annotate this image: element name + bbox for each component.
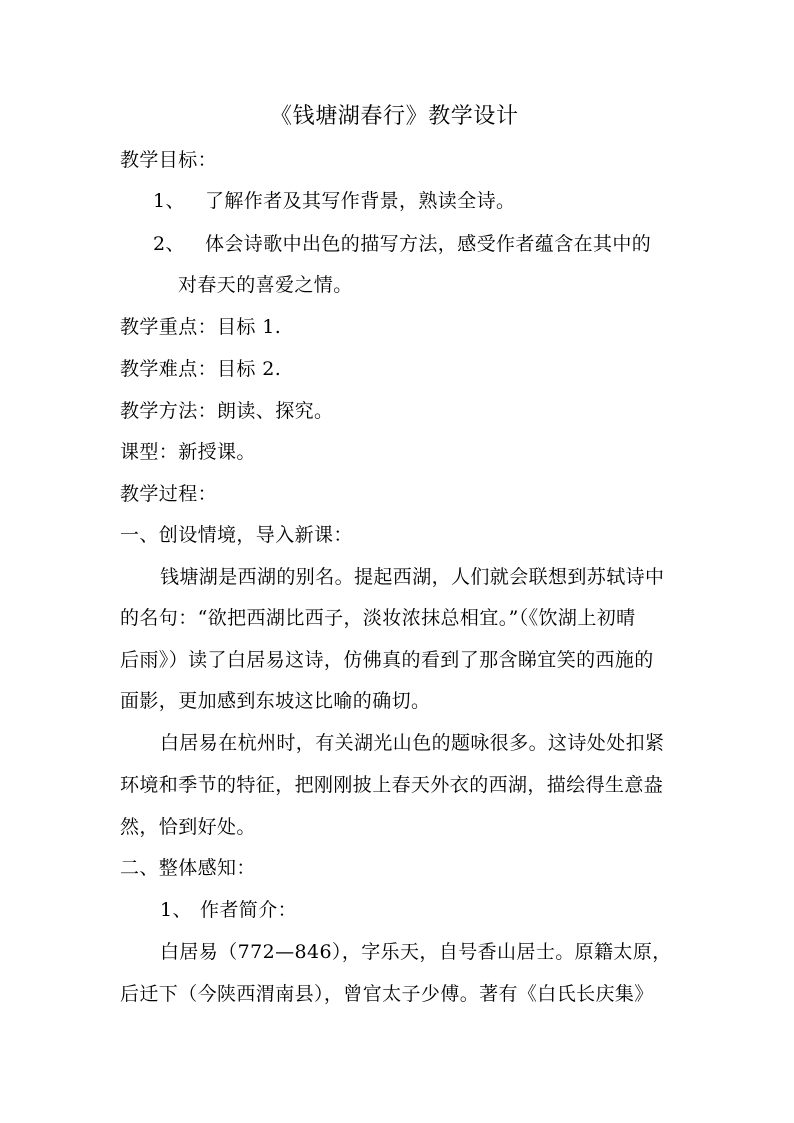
item-text: 作者简介： [200, 899, 298, 921]
section-1-heading: 一、创设情境，导入新课： [120, 524, 353, 546]
document-title: 《钱塘湖春行》教学设计 [270, 104, 519, 129]
objective-text-continued: 对春天的喜爱之情。 [178, 274, 353, 296]
objective-item-2 [153, 232, 651, 256]
objective-text: 了解作者及其写作背景，熟读全诗。 [205, 190, 516, 212]
objective-item-1 [153, 189, 515, 213]
section-2-heading: 二、整体感知： [120, 857, 256, 879]
paragraph-line: 白居易在杭州时，有关湖光山色的题咏很多。这诗处处扣紧 [160, 732, 665, 754]
key-point: 教学重点：目标 1. [120, 316, 282, 338]
teaching-method: 教学方法：朗读、探究。 [120, 400, 334, 422]
objective-text: 体会诗歌中出色的描写方法，感受作者蕴含在其中的 [205, 233, 652, 255]
process-heading: 教学过程： [120, 483, 218, 505]
paragraph-line: 面影，更加感到东坡这比喻的确切。 [120, 690, 431, 712]
paragraph-line: 白居易（772—846），字乐天，自号香山居士。原籍太原， [160, 941, 672, 963]
paragraph-line: 钱塘湖是西湖的别名。提起西湖，人们就会联想到苏轼诗中 [160, 566, 665, 588]
objective-number: 2、 [153, 233, 185, 255]
paragraph-line: 后雨》）读了白居易这诗，仿佛真的看到了那含睇宜笑的西施的 [120, 649, 654, 671]
lesson-type: 课型：新授课。 [120, 441, 256, 463]
paragraph-line: 的名句：“欲把西湖比西子，淡妆浓抹总相宜。”（《饮湖上初晴 [120, 607, 636, 629]
paragraph-line: 然，恰到好处。 [120, 816, 256, 838]
section-2-item-1 [160, 898, 297, 922]
objective-number: 1、 [153, 190, 185, 212]
difficulty: 教学难点：目标 2. [120, 358, 282, 380]
paragraph-line: 后迁下（今陕西渭南县），曾官太子少傅。著有《白氏长庆集》 [120, 983, 654, 1005]
objectives-heading: 教学目标： [120, 149, 218, 171]
paragraph-line: 环境和季节的特征，把刚刚披上春天外衣的西湖，描绘得生意盎 [120, 774, 664, 796]
item-number: 1、 [160, 899, 192, 921]
